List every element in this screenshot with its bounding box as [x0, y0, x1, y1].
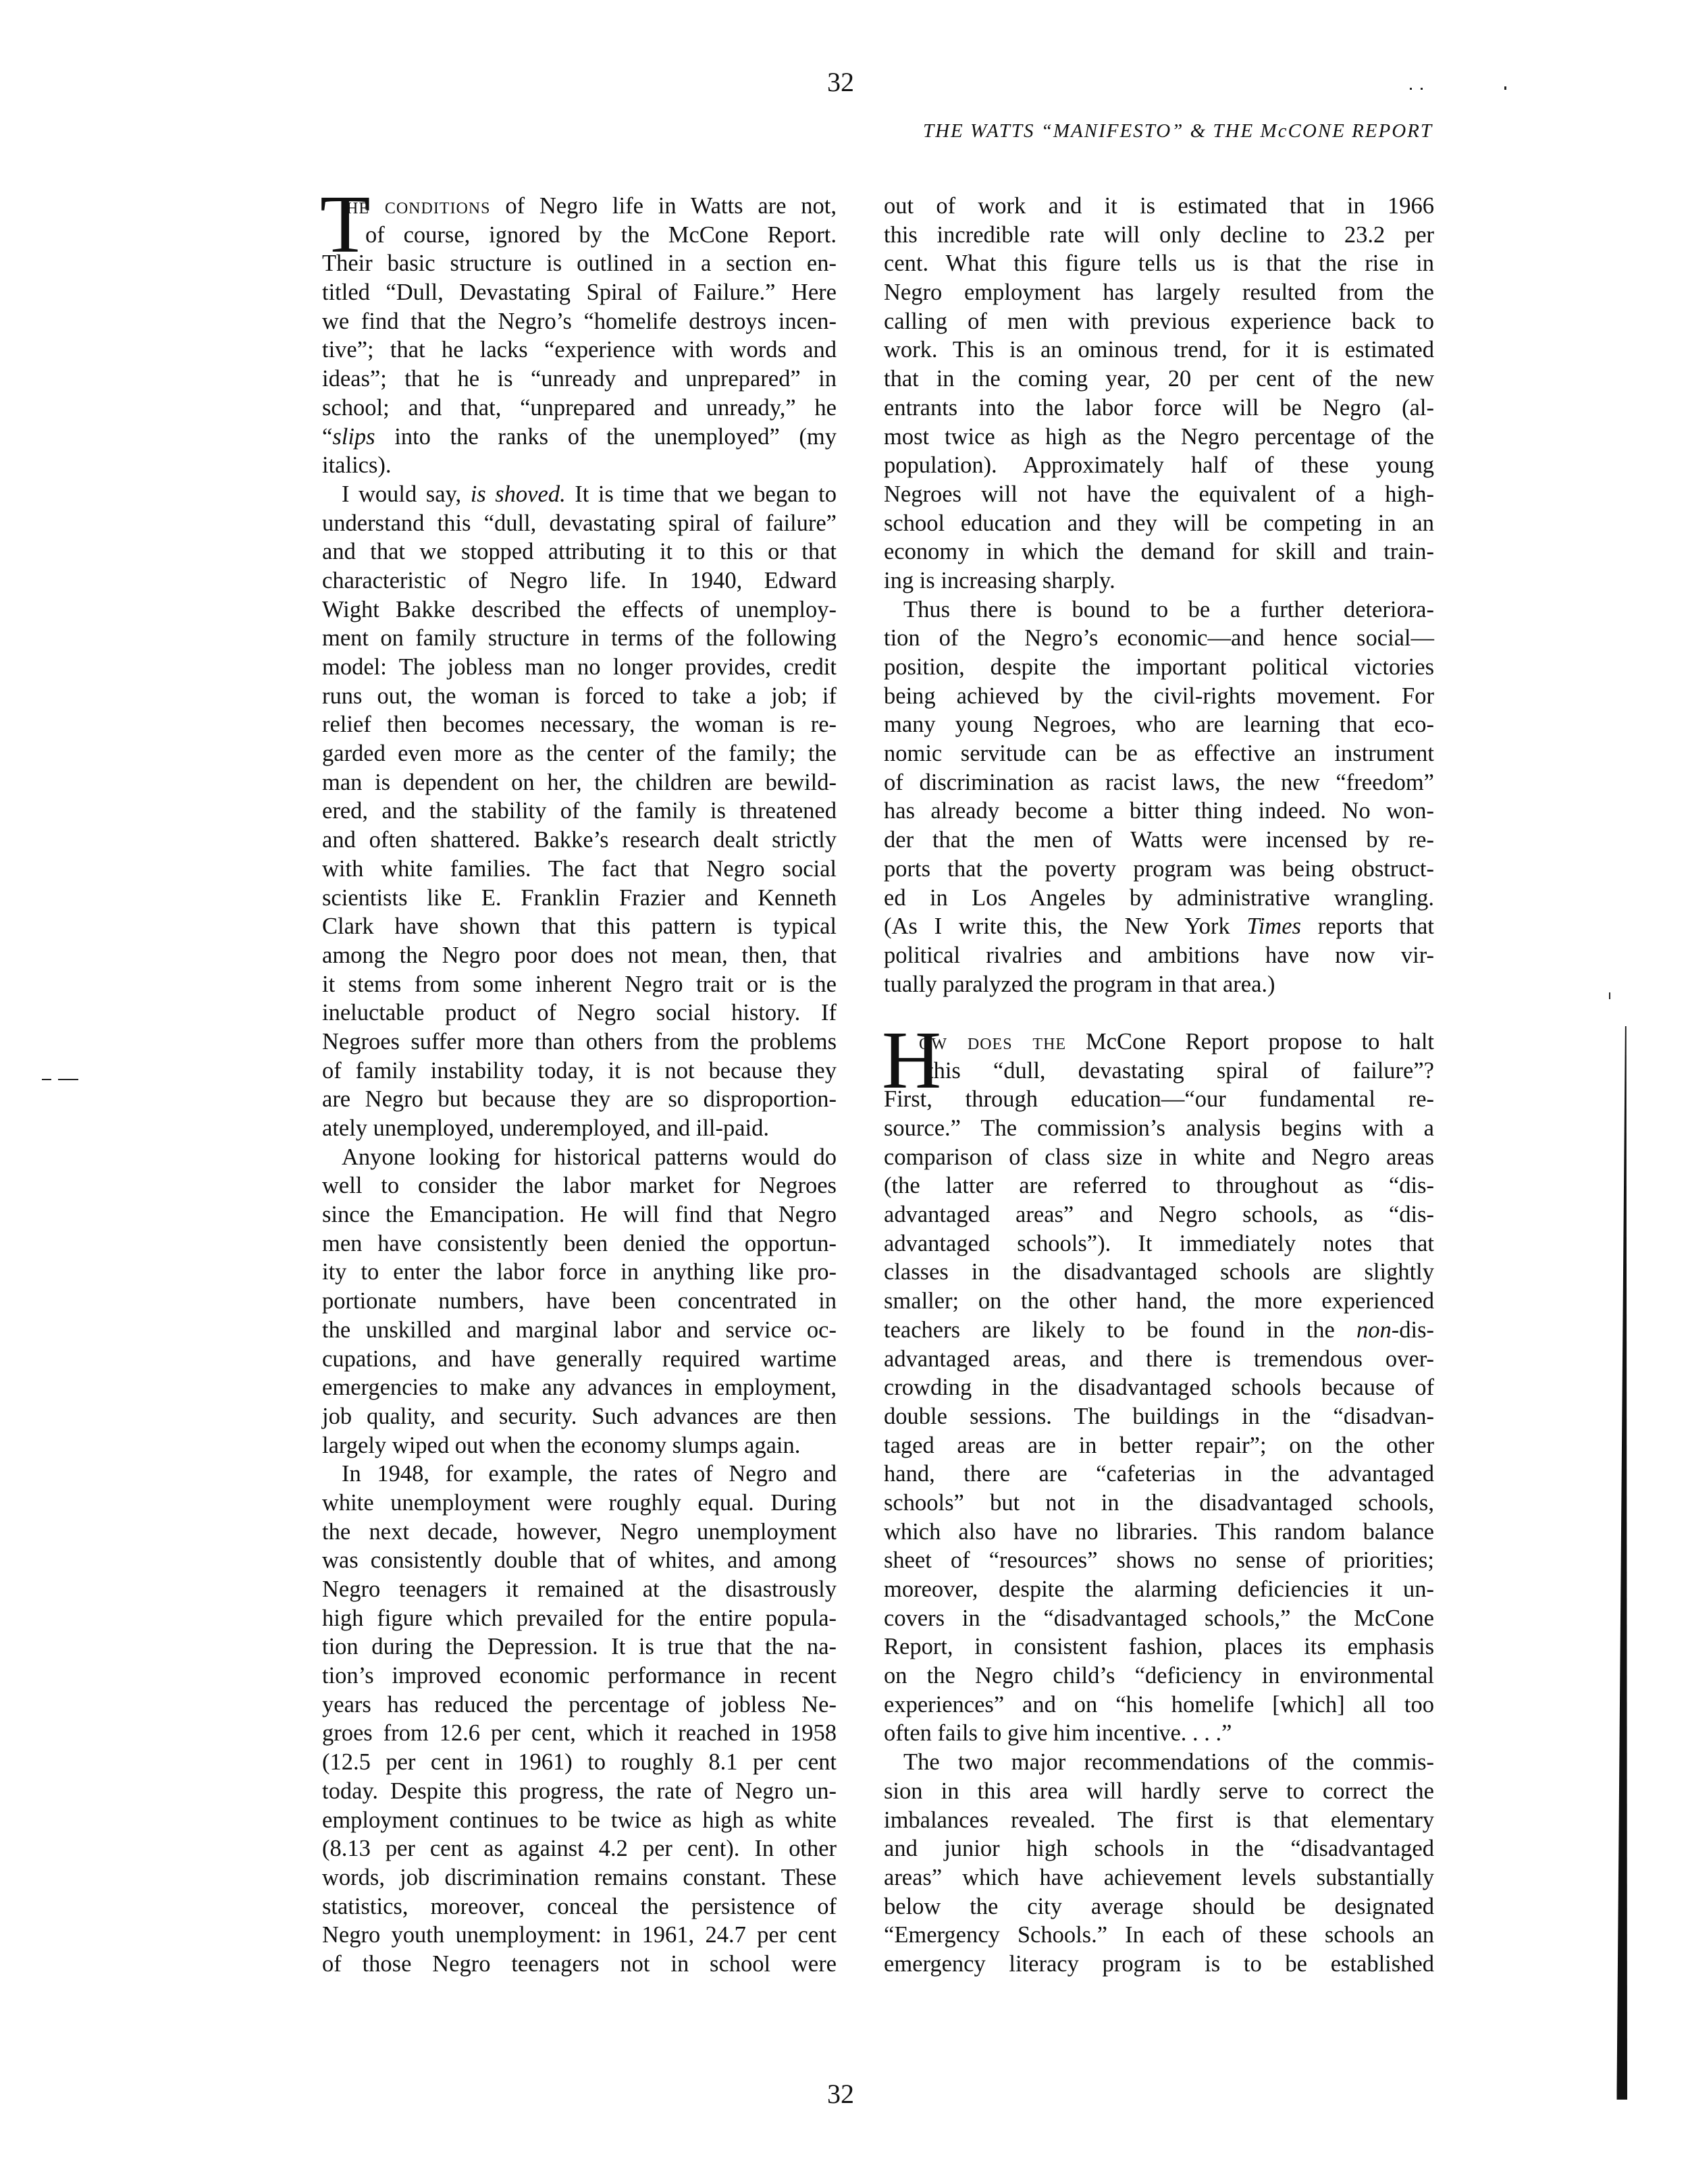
page-edge-shadow: [1610, 1026, 1627, 2100]
text-segment: white unemployment were roughly equal. During: [322, 1489, 837, 1516]
text-segment: it stems from some inherent Negro trait or is the: [322, 971, 837, 997]
text-line: [322, 1316, 837, 1345]
text-line: [322, 1229, 837, 1258]
text-segment: hand, there are “cafeterias in the advantaged: [884, 1461, 1434, 1487]
text-line: [322, 1028, 837, 1057]
text-segment: among the Negro poor does not mean, then, that: [322, 942, 837, 968]
text-segment: classes in the disadvantaged schools are slightly: [884, 1259, 1434, 1285]
text-line: [884, 1143, 1434, 1172]
text-segment: words, job discrimination remains constant. These: [322, 1864, 837, 1890]
text-segment: moreover, despite the alarming deficiencies it un-: [884, 1576, 1434, 1602]
text-segment: of discrimination as racist laws, the new “freedom”: [884, 769, 1434, 795]
text-line: [884, 566, 1434, 595]
text-line: [884, 1632, 1434, 1661]
text-segment: since the Emancipation. He will find that Negro: [322, 1202, 837, 1228]
italic-text: slips: [332, 423, 375, 450]
text-line: [884, 1287, 1434, 1316]
text-segment: statistics, moreover, conceal the persistence of: [322, 1893, 837, 1919]
text-segment: model: The jobless man no longer provides, credit: [322, 654, 837, 680]
text-line: [884, 509, 1434, 538]
text-line: [322, 336, 837, 365]
text-segment: Their basic structure is outlined in a section en-: [322, 250, 837, 277]
text-line: [884, 1085, 1434, 1114]
text-line: [322, 1489, 837, 1518]
text-segment: cupations, and have generally required wartime: [322, 1346, 837, 1372]
text-line: [884, 710, 1434, 739]
text-segment: source.” The commission’s analysis begins with a: [884, 1115, 1434, 1141]
text-line: [884, 912, 1434, 941]
text-line: [884, 1863, 1434, 1892]
text-segment: sion in this area will hardly serve to correct the: [884, 1778, 1434, 1804]
text-line: [322, 394, 837, 423]
text-segment: der that the men of Watts were incensed by re-: [884, 827, 1434, 853]
page-number-bottom: 32: [827, 2079, 854, 2109]
text-segment: men have consistently been denied the opportun-: [322, 1230, 837, 1256]
text-segment: which also have no libraries. This random balance: [884, 1518, 1434, 1545]
text-segment: Negro youth unemployment: in 1961, 24.7 per cent: [322, 1922, 837, 1948]
text-segment: and that we stopped attributing it to this or that: [322, 539, 837, 565]
text-line: [322, 1892, 837, 1921]
text-segment: experiences” and on “his homelife [which] all too: [884, 1691, 1434, 1717]
text-line: [884, 1518, 1434, 1547]
text-line: [884, 451, 1434, 480]
text-line: [322, 1171, 837, 1200]
text-line: [322, 423, 837, 452]
text-segment: economy in which the demand for skill and train-: [884, 539, 1434, 565]
text-segment: portionate numbers, have been concentrated in: [322, 1288, 837, 1314]
text-line: [884, 970, 1434, 999]
text-segment: crowding in the disadvantaged schools because of: [884, 1375, 1434, 1401]
drop-cap: T: [320, 179, 371, 270]
small-caps-lead: ow does the: [919, 1028, 1067, 1055]
text-segment: political rivalries and ambitions have now vir-: [884, 942, 1434, 968]
text-segment: scientists like E. Franklin Frazier and Kenneth: [322, 884, 837, 911]
text-segment: today. Despite this progress, the rate of Negro un-: [322, 1778, 837, 1804]
text-segment: tion of the Negro’s economic—and hence social—: [884, 625, 1434, 651]
text-line: [322, 682, 837, 711]
text-segment: on the Negro child’s “deficiency in environmental: [884, 1663, 1434, 1689]
text-line: [322, 768, 837, 797]
text-line: [884, 1057, 1434, 1086]
text-line: [322, 941, 837, 970]
text-segment: areas” which have achievement levels substantially: [884, 1864, 1434, 1890]
text-segment: emergency literacy program is to be established: [884, 1950, 1434, 1977]
text-segment: emergencies to make any advances in employment,: [322, 1375, 837, 1401]
text-line: [884, 423, 1434, 452]
text-segment: of Negro life in Watts are not,: [490, 193, 837, 219]
drop-cap: H: [882, 1014, 942, 1106]
text-segment: well to consider the labor market for Negroes: [322, 1173, 837, 1199]
text-segment: Report, in consistent fashion, places its emphasis: [884, 1634, 1434, 1660]
text-line: [322, 595, 837, 624]
text-line: [884, 307, 1434, 336]
text-segment: comparison of class size in white and Negro areas: [884, 1144, 1434, 1170]
text-segment: In 1948, for example, the rates of Negro and: [342, 1461, 837, 1487]
text-line: [322, 451, 837, 480]
scan-dot: [1410, 88, 1412, 90]
text-segment: calling of men with previous experience back to: [884, 308, 1434, 334]
text-segment: teachers are likely to be found in the: [884, 1316, 1356, 1343]
text-line: [884, 739, 1434, 768]
text-segment: of those Negro teenagers not in school were: [322, 1950, 837, 1977]
text-segment: relief then becomes necessary, the woman is re-: [322, 712, 837, 738]
text-segment: characteristic of Negro life. In 1940, Edward: [322, 567, 837, 593]
text-line: [322, 1114, 837, 1143]
text-line: [884, 1431, 1434, 1460]
page-number-top: 32: [827, 67, 854, 97]
text-line: [322, 1921, 837, 1950]
text-segment: Negro employment has largely resulted from the: [884, 279, 1434, 306]
text-segment: The two major recommendations of the commis-: [903, 1749, 1434, 1776]
text-line: [322, 1402, 837, 1431]
running-head: THE WATTS “MANIFESTO” & THE McCONE REPORT: [922, 120, 1433, 142]
text-line: [884, 1921, 1434, 1950]
text-segment: job quality, and security. Such advances are then: [322, 1403, 837, 1429]
text-line: [884, 1114, 1434, 1143]
text-line: [884, 1719, 1434, 1748]
text-segment: advantaged areas” and Negro schools, as “dis-: [884, 1202, 1434, 1228]
text-segment: often fails to give him incentive. . . .”: [884, 1720, 1232, 1747]
text-line: [322, 566, 837, 595]
scan-dot: [1421, 88, 1423, 90]
text-segment: position, despite the important political victories: [884, 654, 1434, 680]
text-line: [322, 710, 837, 739]
text-segment: school education and they will be competing in an: [884, 510, 1434, 536]
text-segment: ately unemployed, underemployed, and ill-paid.: [322, 1115, 770, 1141]
text-segment: Negro teenagers it remained at the disastrously: [322, 1576, 837, 1602]
text-line: [884, 221, 1434, 250]
text-line: [322, 1085, 837, 1114]
text-line: [322, 1806, 837, 1835]
text-segment: tion during the Depression. It is true that the na-: [322, 1634, 837, 1660]
text-segment: First, through education—“our fundamental re-: [884, 1086, 1434, 1113]
text-line: [322, 509, 837, 538]
text-segment: schools” but not in the disadvantaged schools,: [884, 1489, 1434, 1516]
text-segment: nomic servitude can be as effective an instrument: [884, 741, 1434, 767]
text-segment: “: [322, 423, 333, 450]
text-line: [884, 768, 1434, 797]
text-line: [884, 653, 1434, 682]
text-segment: high figure which prevailed for the entire popula-: [322, 1605, 837, 1631]
text-segment: Clark have shown that this pattern is typical: [322, 913, 837, 940]
text-line: [884, 1575, 1434, 1604]
text-segment: into the ranks of the unemployed” (my: [375, 423, 837, 450]
italic-text: is shoved.: [470, 481, 566, 507]
text-segment: (the latter are referred to throughout as “dis-: [884, 1173, 1434, 1199]
text-segment: tion’s improved economic performance in recent: [322, 1663, 837, 1689]
text-segment: school; and that, “unprepared and unready,” he: [322, 394, 837, 421]
text-segment: of family instability today, it is not because they: [322, 1057, 837, 1084]
text-line: [884, 797, 1434, 826]
text-segment: has already become a bitter thing indeed. No won-: [884, 798, 1434, 824]
text-segment: McCone Report propose to halt: [1066, 1028, 1434, 1055]
text-line: [884, 1777, 1434, 1806]
blank-line: [884, 998, 1434, 1028]
text-segment: population). Approximately half of these young: [884, 452, 1434, 479]
text-segment: man is dependent on her, the children are bewild-: [322, 769, 837, 795]
text-segment: tually paralyzed the program in that area.): [884, 971, 1275, 997]
text-line: [884, 1604, 1434, 1633]
text-line: [322, 1748, 837, 1777]
text-segment: employment continues to be twice as high as white: [322, 1807, 837, 1833]
scan-dot: [1504, 86, 1506, 90]
text-segment: Thus there is bound to be a further deteriora-: [903, 596, 1434, 622]
text-line: [322, 1057, 837, 1086]
text-line: [322, 1632, 837, 1661]
text-line: [322, 739, 837, 768]
text-line: [884, 1229, 1434, 1258]
text-line: [884, 1316, 1434, 1345]
text-segment: (8.13 per cent as against 4.2 per cent). In other: [322, 1836, 837, 1862]
text-segment: this incredible rate will only decline to 23.2 per: [884, 221, 1434, 248]
scan-mark-left: [42, 1079, 51, 1080]
text-line: [322, 249, 837, 278]
text-segment: Wight Bakke described the effects of unemploy-: [322, 596, 837, 622]
text-segment: ports that the poverty program was being obstruct-: [884, 855, 1434, 882]
text-segment: we find that the Negro’s “homelife destroys incen-: [322, 308, 837, 334]
text-line: [322, 1460, 837, 1489]
text-segment: cent. What this figure tells us is that the rise in: [884, 250, 1434, 277]
text-line: [322, 1777, 837, 1806]
text-line: [322, 278, 837, 307]
text-segment: taged areas are in better repair”; on the other: [884, 1432, 1434, 1458]
text-segment: double sessions. The buildings in the “disadvan-: [884, 1403, 1434, 1429]
text-segment: italics).: [322, 452, 392, 479]
right-column: [884, 192, 1434, 1979]
text-line: [884, 624, 1434, 653]
text-line: [322, 192, 837, 221]
text-segment: of course, ignored by the McCone Report.: [365, 221, 837, 248]
text-segment: most twice as high as the Negro percentage of the: [884, 423, 1434, 450]
text-line: [884, 1171, 1434, 1200]
text-segment: I would say,: [342, 481, 471, 507]
text-line: [884, 336, 1434, 365]
text-segment: reports that: [1300, 913, 1434, 940]
text-segment: understand this “dull, devastating spiral of failure”: [322, 510, 837, 536]
text-line: [884, 1950, 1434, 1979]
text-segment: (12.5 per cent in 1961) to roughly 8.1 per cent: [322, 1749, 837, 1776]
text-line: [884, 1200, 1434, 1229]
text-line: [322, 1604, 837, 1633]
text-line: [884, 1834, 1434, 1863]
text-line: [322, 1373, 837, 1402]
text-line: [322, 826, 837, 855]
text-segment: work. This is an ominous trend, for it is estimated: [884, 337, 1434, 363]
text-line: [884, 1892, 1434, 1921]
text-line: [322, 1431, 837, 1460]
text-line: [884, 1748, 1434, 1777]
scan-dot: [1609, 992, 1610, 999]
italic-text: Times: [1246, 913, 1301, 940]
text-segment: ed in Los Angeles by administrative wrangling.: [884, 884, 1434, 911]
text-line: [884, 249, 1434, 278]
italic-text: non: [1356, 1316, 1392, 1343]
text-segment: entrants into the labor force will be Negro (al-: [884, 394, 1434, 421]
text-line: [884, 884, 1434, 913]
text-segment: garded even more as the center of the family; the: [322, 741, 837, 767]
text-segment: the unskilled and marginal labor and service oc-: [322, 1316, 837, 1343]
text-line: [322, 1518, 837, 1547]
text-line: [884, 826, 1434, 855]
text-line: [884, 1489, 1434, 1518]
text-segment: are Negro but because they are so disproportion-: [322, 1086, 837, 1113]
text-line: [322, 1200, 837, 1229]
text-line: [884, 855, 1434, 884]
text-segment: was consistently double that of whites, and among: [322, 1547, 837, 1574]
text-line: [322, 1546, 837, 1575]
text-segment: imbalances revealed. The first is that elementary: [884, 1807, 1434, 1833]
text-segment: Anyone looking for historical patterns would do: [342, 1144, 837, 1170]
text-line: [322, 998, 837, 1028]
text-segment: years has reduced the percentage of jobless Ne-: [322, 1691, 837, 1717]
text-line: [884, 595, 1434, 624]
text-line: [884, 1661, 1434, 1690]
text-line: [884, 1402, 1434, 1431]
text-line: [884, 1546, 1434, 1575]
text-segment: ing is increasing sharply.: [884, 567, 1115, 593]
text-line: [884, 1373, 1434, 1402]
text-segment: tive”; that he lacks “experience with words and: [322, 337, 837, 363]
text-line: [884, 394, 1434, 423]
text-line: [322, 624, 837, 653]
text-segment: Negroes suffer more than others from the problems: [322, 1028, 837, 1055]
text-line: [322, 1661, 837, 1690]
text-line: [884, 192, 1434, 221]
text-segment: groes from 12.6 per cent, which it reached in 1958: [322, 1720, 837, 1747]
scan-mark-left: [58, 1079, 78, 1080]
text-line: [322, 912, 837, 941]
text-segment: and junior high schools in the “disadvantaged: [884, 1836, 1434, 1862]
text-line: [884, 278, 1434, 307]
text-line: [884, 1460, 1434, 1489]
text-line: [322, 884, 837, 913]
text-line: [884, 1806, 1434, 1835]
text-line: [322, 365, 837, 394]
text-segment: ment on family structure in terms of the following: [322, 625, 837, 651]
text-segment: being achieved by the civil-rights movement. For: [884, 683, 1434, 709]
text-line: [322, 855, 837, 884]
text-line: [322, 797, 837, 826]
text-segment: sheet of “resources” shows no sense of priorities;: [884, 1547, 1434, 1574]
text-line: [322, 1834, 837, 1863]
text-segment: below the city average should be designated: [884, 1893, 1434, 1919]
text-segment: advantaged schools”). It immediately notes that: [884, 1230, 1434, 1256]
text-line: [322, 1863, 837, 1892]
text-line: [884, 941, 1434, 970]
text-line: [322, 1345, 837, 1374]
text-segment: largely wiped out when the economy slumps again.: [322, 1432, 801, 1458]
text-segment: covers in the “disadvantaged schools,” the McCone: [884, 1605, 1434, 1631]
text-line: [884, 1345, 1434, 1374]
text-segment: -dis-: [1391, 1316, 1434, 1343]
text-segment: many young Negroes, who are learning that eco-: [884, 712, 1434, 738]
text-line: [884, 480, 1434, 509]
text-line: [322, 1258, 837, 1287]
text-segment: ered, and the stability of the family is threatened: [322, 798, 837, 824]
text-line: [322, 480, 837, 509]
text-segment: ideas”; that he is “unready and unprepared” in: [322, 366, 837, 392]
text-segment: smaller; on the other hand, the more experienced: [884, 1288, 1434, 1314]
text-line: [322, 653, 837, 682]
small-caps-lead: he conditions: [346, 193, 491, 219]
text-line: [322, 221, 837, 250]
text-line: [322, 1575, 837, 1604]
text-segment: this “dull, devastating spiral of failure”?: [927, 1057, 1434, 1084]
text-line: [884, 1690, 1434, 1720]
text-segment: titled “Dull, Devastating Spiral of Failure.” Here: [322, 279, 837, 306]
text-line: [322, 1719, 837, 1748]
text-line: [322, 1287, 837, 1316]
text-segment: ity to enter the labor force in anything like pro-: [322, 1259, 837, 1285]
text-line: [322, 970, 837, 999]
text-line: [884, 537, 1434, 566]
left-column: [322, 192, 837, 1979]
text-line: [884, 1258, 1434, 1287]
text-segment: the next decade, however, Negro unemployment: [322, 1518, 837, 1545]
text-segment: out of work and it is estimated that in 1966: [884, 193, 1434, 219]
text-line: [322, 307, 837, 336]
text-line: [322, 1143, 837, 1172]
text-segment: with white families. The fact that Negro social: [322, 855, 837, 882]
text-line: [884, 682, 1434, 711]
text-segment: It is time that we began to: [565, 481, 837, 507]
text-line: [884, 365, 1434, 394]
text-segment: and often shattered. Bakke’s research dealt strictly: [322, 827, 837, 853]
text-segment: runs out, the woman is forced to take a job; if: [322, 683, 837, 709]
text-segment: advantaged areas, and there is tremendous over-: [884, 1346, 1434, 1372]
text-line: [322, 1950, 837, 1979]
text-segment: “Emergency Schools.” In each of these schools an: [884, 1922, 1434, 1948]
text-segment: that in the coming year, 20 per cent of the new: [884, 366, 1434, 392]
text-line: [322, 537, 837, 566]
text-segment: (As I write this, the New York: [884, 913, 1247, 940]
text-line: [322, 1690, 837, 1720]
text-segment: Negroes will not have the equivalent of a high-: [884, 481, 1434, 507]
text-segment: ineluctable product of Negro social history. If: [322, 1000, 837, 1026]
